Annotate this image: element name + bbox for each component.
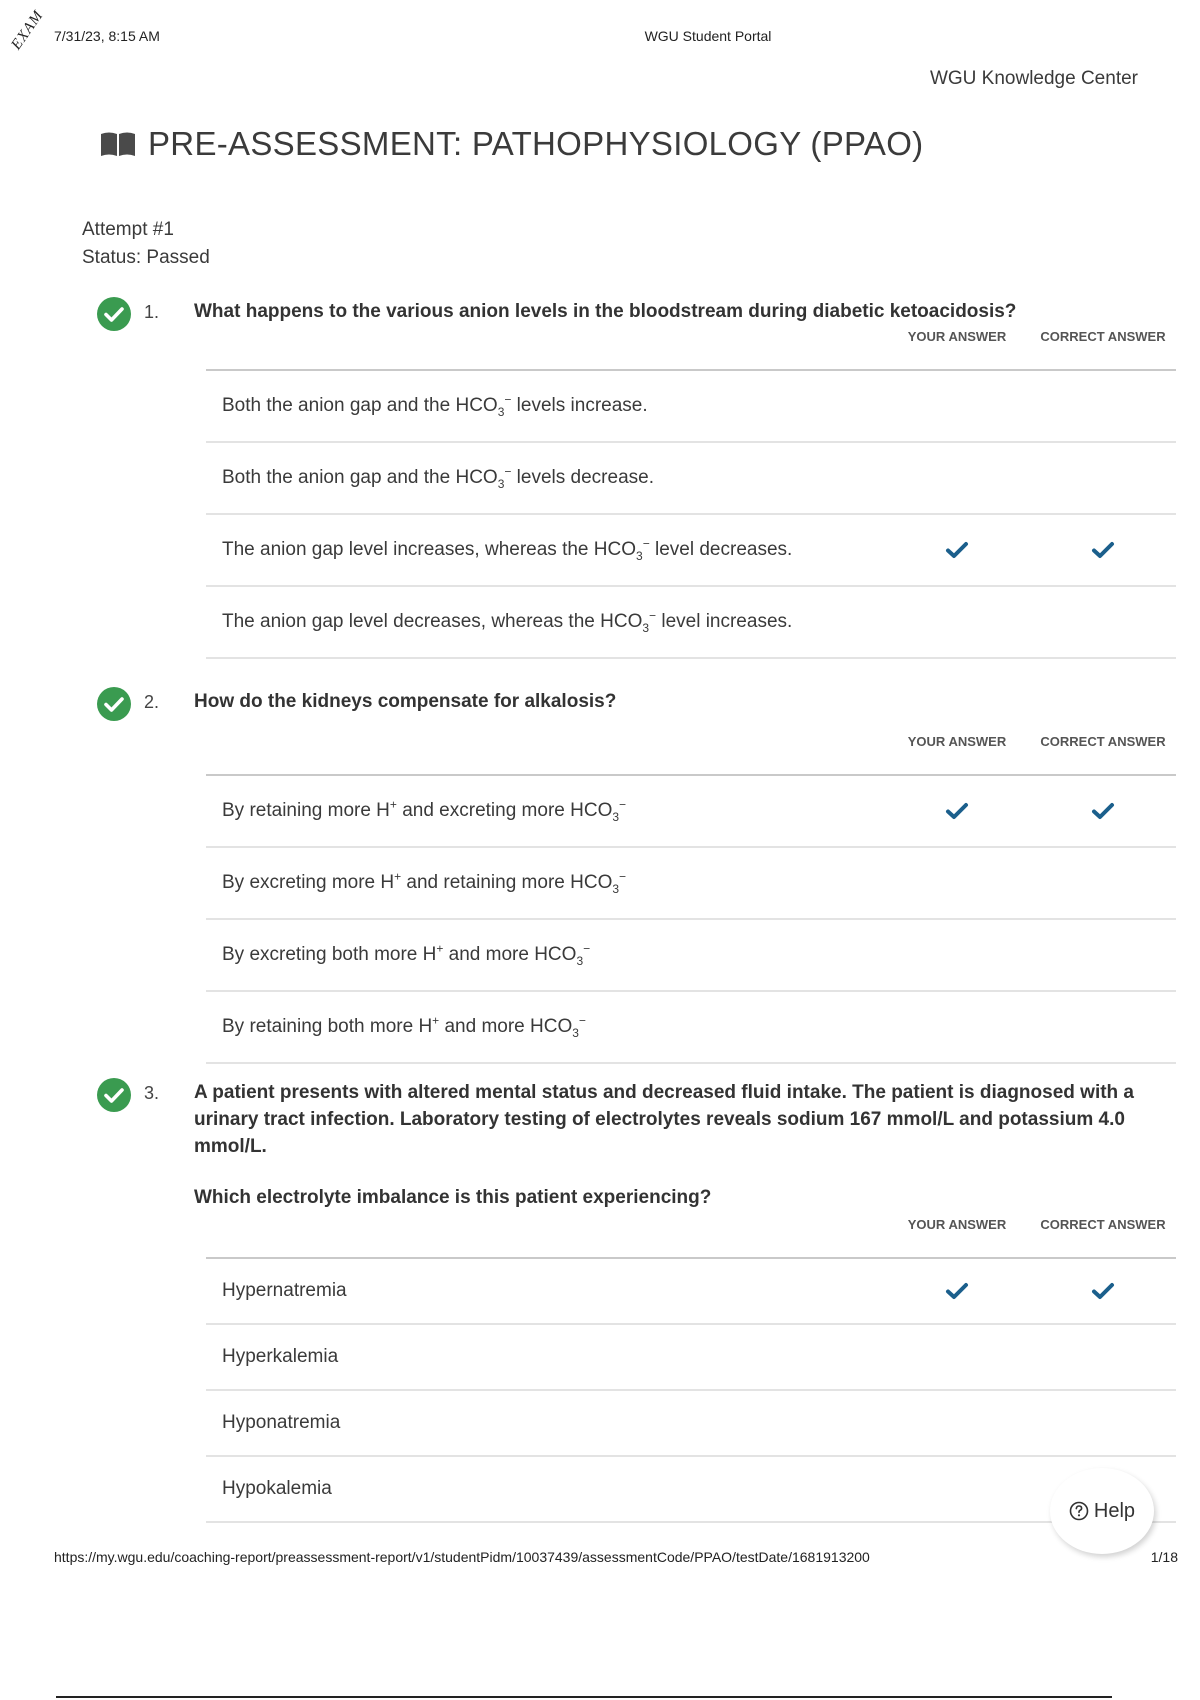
answer-option-text-part: and excreting more HCO [396, 800, 613, 821]
question-3 [96, 1077, 1176, 1523]
question-text: What happens to the various anion levels in the bloodstream during diabetic ketoacidosis? [194, 301, 1017, 322]
correct-answer-cell [1030, 802, 1176, 820]
answer-option-text-part: 3 [612, 881, 620, 896]
answer-rows [206, 1259, 1176, 1523]
question-number: 1. [144, 302, 160, 322]
answer-option-text-part: level decreases. [649, 539, 793, 560]
answer-option-text [206, 1412, 884, 1434]
answer-table-header [206, 1215, 1176, 1259]
answer-option-text-part: Both the anion gap and the HCO [222, 395, 498, 416]
page-title [100, 125, 923, 163]
answer-option-text-part: By retaining both more H [222, 1016, 433, 1037]
your-answer-header: YOUR ANSWER [907, 329, 1007, 344]
check-circle-icon [96, 1077, 132, 1113]
answer-option-text [206, 1280, 884, 1302]
answer-option-text-part: and more HCO [443, 944, 577, 965]
answer-option-text [206, 941, 884, 968]
correct-answer-cell [1030, 1282, 1176, 1300]
answer-option-text [206, 392, 884, 419]
print-page-number: 1/18 [1150, 1549, 1178, 1565]
answer-option-text [206, 797, 884, 824]
answer-option-text-part: + [436, 941, 444, 956]
question-circle-icon [1069, 1501, 1089, 1521]
checkmark-icon [1091, 1282, 1115, 1300]
check-circle-icon [96, 686, 132, 722]
print-portal-title: WGU Student Portal [644, 28, 772, 44]
answer-option-text-part: Hyperkalemia [222, 1346, 339, 1367]
exam-watermark: EXAM [8, 7, 47, 53]
question-1 [96, 296, 1176, 659]
check-circle-icon [96, 296, 132, 332]
answer-option-text-part: 3 [497, 476, 505, 491]
answer-option-text-part: level increases. [656, 611, 793, 632]
answer-option-row [206, 1457, 1176, 1523]
answer-option-text-part: By retaining more H [222, 800, 390, 821]
your-answer-header: YOUR ANSWER [907, 1217, 1007, 1232]
answer-option-text-part: Hypokalemia [222, 1478, 332, 1499]
answer-table [206, 327, 1176, 659]
answer-option-text-part: 3 [612, 809, 620, 824]
answer-option-text [206, 1478, 884, 1500]
attempt-number: Attempt #1 [82, 219, 174, 240]
answer-option-text [206, 536, 884, 563]
print-footer-url: https://my.wgu.edu/coaching-report/preassessment-report/v1/studentPidm/10037439/assessmentCode/PPAO/testDate/1681913200 [54, 1549, 870, 1565]
your-answer-cell [884, 541, 1030, 559]
question-number: 2. [144, 692, 160, 712]
answer-option-text-part: − [578, 1013, 586, 1028]
answer-option-text-part: By excreting more H [222, 872, 395, 893]
answer-option-text-part: Both the anion gap and the HCO [222, 467, 498, 488]
answer-option-text-part: 3 [642, 620, 650, 635]
answer-option-row [206, 1391, 1176, 1457]
answer-option-row [206, 587, 1176, 659]
answer-option-text-part: 3 [576, 953, 584, 968]
knowledge-center-link[interactable]: WGU Knowledge Center [929, 68, 1138, 89]
answer-option-text-part: The anion gap level decreases, whereas the HCO [222, 611, 643, 632]
answer-option-text-part: Hyponatremia [222, 1412, 341, 1433]
answer-option-row [206, 992, 1176, 1064]
answer-option-row [206, 515, 1176, 587]
question-text: A patient presents with altered mental status and decreased fluid intake. The patient is diagnosed with a urinary tract infection. Laboratory testing of electrolytes reveals sodium 167 mmol/L and potassium 4.0 mmol/L. [194, 1082, 1134, 1157]
answer-option-text [206, 869, 884, 896]
answer-table [206, 1215, 1176, 1523]
help-label: Help [1093, 1499, 1136, 1522]
checkmark-icon [945, 802, 969, 820]
page-bottom-rule [56, 1696, 1112, 1698]
checkmark-icon [945, 541, 969, 559]
correct-answer-header: CORRECT ANSWER [1040, 1217, 1166, 1232]
answer-option-text-part: + [432, 1013, 440, 1028]
answer-option-row [206, 920, 1176, 992]
answer-option-text-part: levels increase. [511, 395, 648, 416]
answer-option-text-part: By excreting both more H [222, 944, 437, 965]
question-2 [96, 686, 1176, 1064]
answer-option-text [206, 464, 884, 491]
book-icon [100, 131, 136, 157]
correct-answer-header: CORRECT ANSWER [1040, 329, 1166, 344]
correct-answer-header: CORRECT ANSWER [1040, 734, 1166, 749]
answer-option-row [206, 371, 1176, 443]
question-subtext: Which electrolyte imbalance is this patient experiencing? [194, 1187, 712, 1208]
your-answer-cell [884, 1282, 1030, 1300]
answer-option-row [206, 443, 1176, 515]
answer-option-text-part: The anion gap level increases, whereas the HCO [222, 539, 637, 560]
answer-option-text [206, 608, 884, 635]
answer-option-text-part: − [504, 392, 512, 407]
answer-option-text-part: + [389, 797, 397, 812]
print-datetime: 7/31/23, 8:15 AM [54, 28, 160, 44]
attempt-status: Status: Passed [82, 247, 210, 268]
answer-option-text-part: 3 [572, 1025, 579, 1040]
answer-option-text-part: Hypernatremia [222, 1280, 347, 1301]
answer-option-text-part: − [619, 797, 627, 812]
question-text: How do the kidneys compensate for alkalosis? [194, 691, 617, 712]
answer-option-text-part: − [583, 941, 591, 956]
answer-option-text-part: + [394, 869, 402, 884]
answer-rows [206, 371, 1176, 659]
answer-option-row [206, 1325, 1176, 1391]
answer-option-text-part: − [504, 464, 512, 479]
answer-option-text-part: 3 [497, 404, 505, 419]
attempt-info [82, 216, 210, 272]
checkmark-icon [1091, 802, 1115, 820]
answer-option-text-part: and retaining more HCO [401, 872, 613, 893]
checkmark-icon [945, 1282, 969, 1300]
page-title-text: PRE-ASSESSMENT: PATHOPHYSIOLOGY (PPAO) [148, 125, 924, 162]
your-answer-cell [884, 802, 1030, 820]
answer-option-text-part: − [619, 869, 627, 884]
answer-option-text-part: and more HCO [439, 1016, 573, 1037]
answer-option-row [206, 848, 1176, 920]
answer-option-row [206, 776, 1176, 848]
answer-option-text-part: 3 [636, 548, 643, 563]
correct-answer-cell [1030, 541, 1176, 559]
answer-option-text [206, 1346, 884, 1368]
question-number: 3. [144, 1083, 160, 1103]
your-answer-header: YOUR ANSWER [907, 734, 1007, 749]
answer-table-header [206, 327, 1176, 371]
answer-option-row [206, 1259, 1176, 1325]
help-button[interactable] [1050, 1468, 1154, 1554]
answer-table-header [206, 732, 1176, 776]
answer-rows [206, 776, 1176, 1064]
answer-option-text-part: − [642, 536, 650, 551]
answer-table [206, 732, 1176, 1064]
answer-option-text-part: levels decrease. [511, 467, 654, 488]
answer-option-text [206, 1013, 884, 1040]
answer-option-text-part: − [649, 608, 657, 623]
checkmark-icon [1091, 541, 1115, 559]
